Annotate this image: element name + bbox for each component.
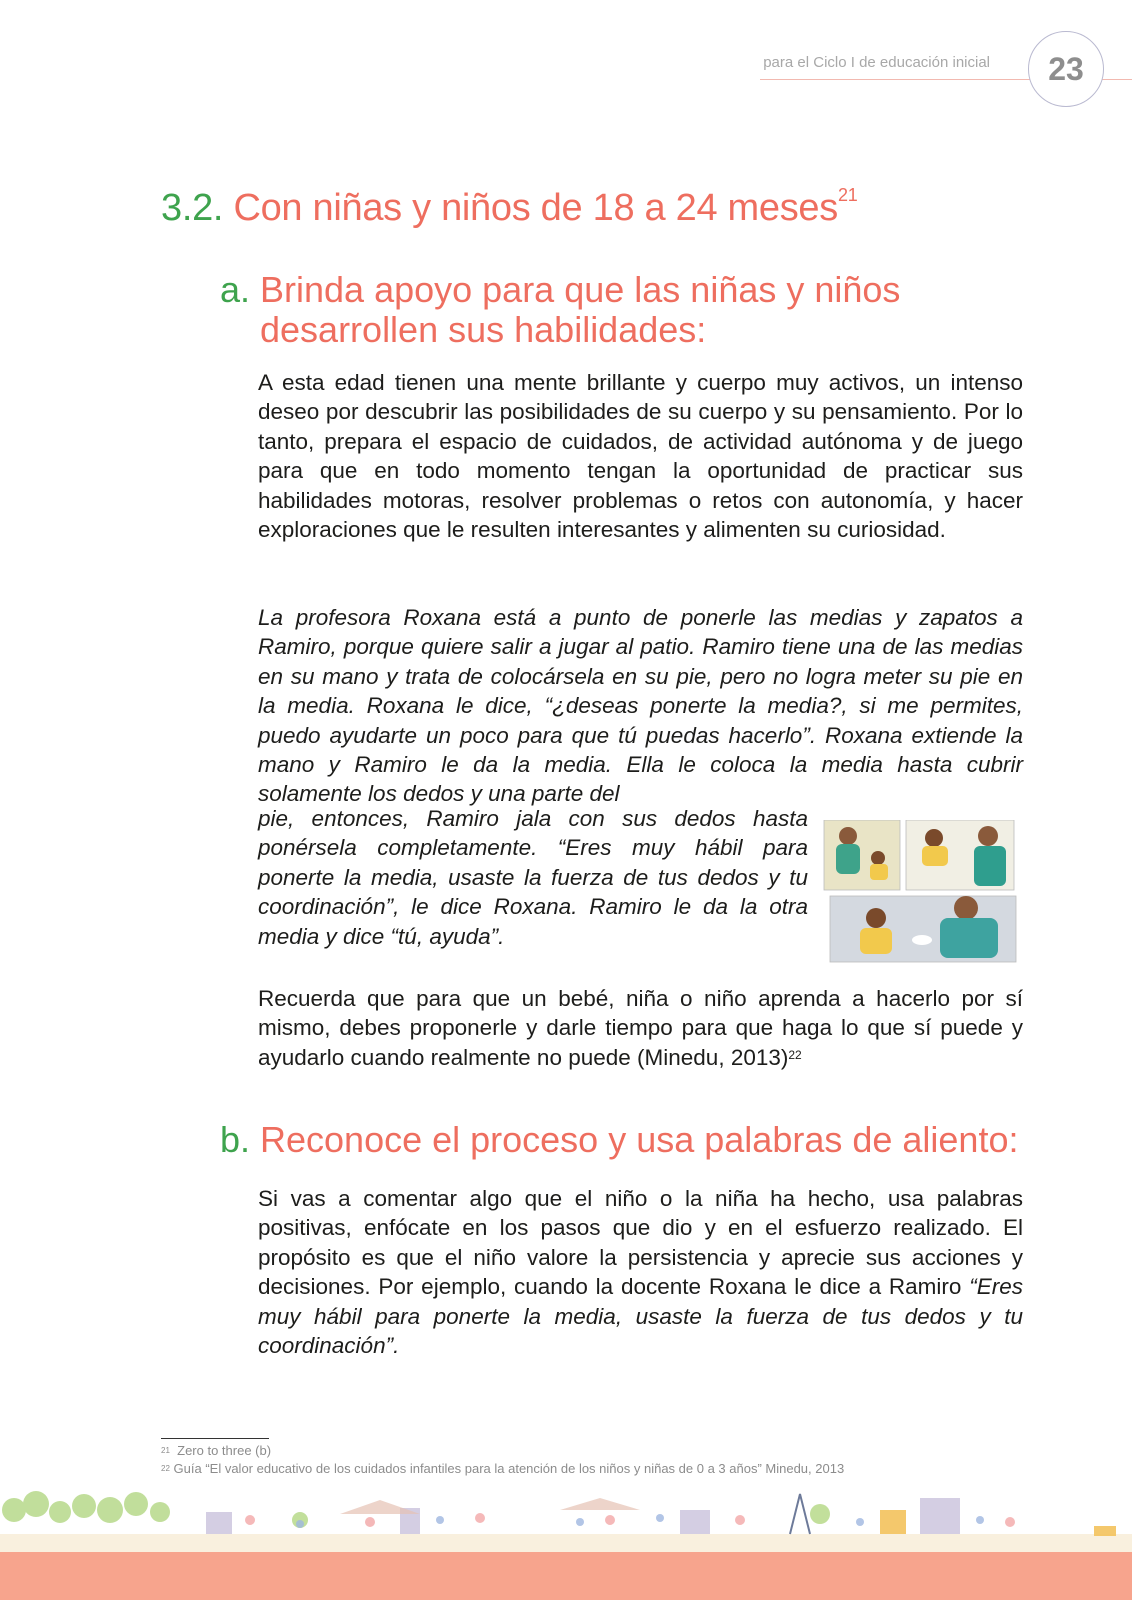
footnote-ref-21: 21 [837,185,858,205]
footnotes [161,1442,1061,1478]
subsection-b-paragraph [258,1184,1023,1360]
subsection-a-letter: a. [220,269,251,310]
reminder-text: Recuerda que para que un bebé, niña o niño aprenda a hacerlo por sí mismo, debes proponerle y darle tiempo para que haga lo que sí puede y ayudarlo cuando realmente no puede (Minedu, 2013) [258,986,1023,1070]
subsection-b-letter: b. [220,1119,251,1160]
page-number: 23 [1028,31,1104,107]
section-heading [161,187,857,230]
footnote-22 [161,1460,1061,1478]
story-paragraph: La profesora Roxana está a punto de ponerle las medias y zapatos a Ramiro, porque quiere salir a jugar al patio. Ramiro tiene una de las medias en su mano y trata de colocársela en su pie, pero no logra meter su pie en la media. Roxana le dice, “¿deseas ponerte la media?, si me permites, puedo ayudarte un poco para que tú puedas hacerlo”. Roxana extiende la mano y Ramiro le da la media. Ella le coloca la media hasta cubrir solamente los dedos y una parte del [258,605,1023,807]
footnote-num: 21 [161,1446,170,1455]
footnote-ref-22: 22 [788,1047,802,1062]
subsection-b-quote: “Eres muy hábil para ponerte la media, usaste la fuerza de tus dedos y tu coordinación”. [258,1274,1023,1359]
subsection-b-heading [220,1120,1040,1160]
footnote-num: 22 [161,1464,170,1473]
bottom-band [0,1552,1132,1600]
subsection-a-title-line2: desarrollen sus habilidades: [260,309,707,350]
subsection-b-text: Si vas a comentar algo que el niño o la niña ha hecho, usa palabras positivas, enfócate en los pasos que dio y en el esfuerzo realizado. El propósito es que el niño valore la persistencia y aprecie sus acciones y decisiones. Por ejemplo, cuando la docente Roxana le dice a Ramiro [258,1186,1023,1300]
subsection-a-heading [220,270,1040,350]
footnote-text: Guía “El valor educativo de los cuidados infantiles para la atención de los niños y niñas de 0 a 3 años” Minedu, 2013 [173,1461,845,1476]
story-paragraph-wrap: pie, entonces, Ramiro jala con sus dedos hasta ponérsela completamente. “Eres muy hábil para ponerte la media, usaste la fuerza de tus dedos y tu coordinación”, le dice Roxana. Ramiro le da la otra media y dice “tú, ayuda”. [258,806,808,949]
subsection-b-title: Reconoce el proceso y usa palabras de aliento: [260,1119,1019,1160]
decorative-scenery [0,1490,1132,1554]
intro-paragraph: A esta edad tienen una mente brillante y cuerpo muy activos, un intenso deseo por descubrir las posibilidades de su cuerpo y su pensamiento. Por lo tanto, prepara el espacio de cuidados, de actividad autónoma y de juego para que en todo momento tengan la oportunidad de practicar sus habilidades motoras, resolver problemas o retos con autonomía, y hacer exploraciones que le resulten interesantes y alimenten su curiosidad. [258,370,1023,543]
comic-illustration [822,820,1022,964]
footnote-rule [161,1438,269,1439]
running-title: para el Ciclo I de educación inicial [763,54,990,71]
footnote-text: Zero to three (b) [177,1443,272,1458]
reminder-paragraph [258,984,1023,1072]
section-title: Con niñas y niños de 18 a 24 meses [233,187,838,229]
footnote-21 [161,1442,1061,1460]
subsection-a-title-line1: Brinda apoyo para que las niñas y niños [260,269,901,310]
section-number: 3.2. [161,187,224,229]
